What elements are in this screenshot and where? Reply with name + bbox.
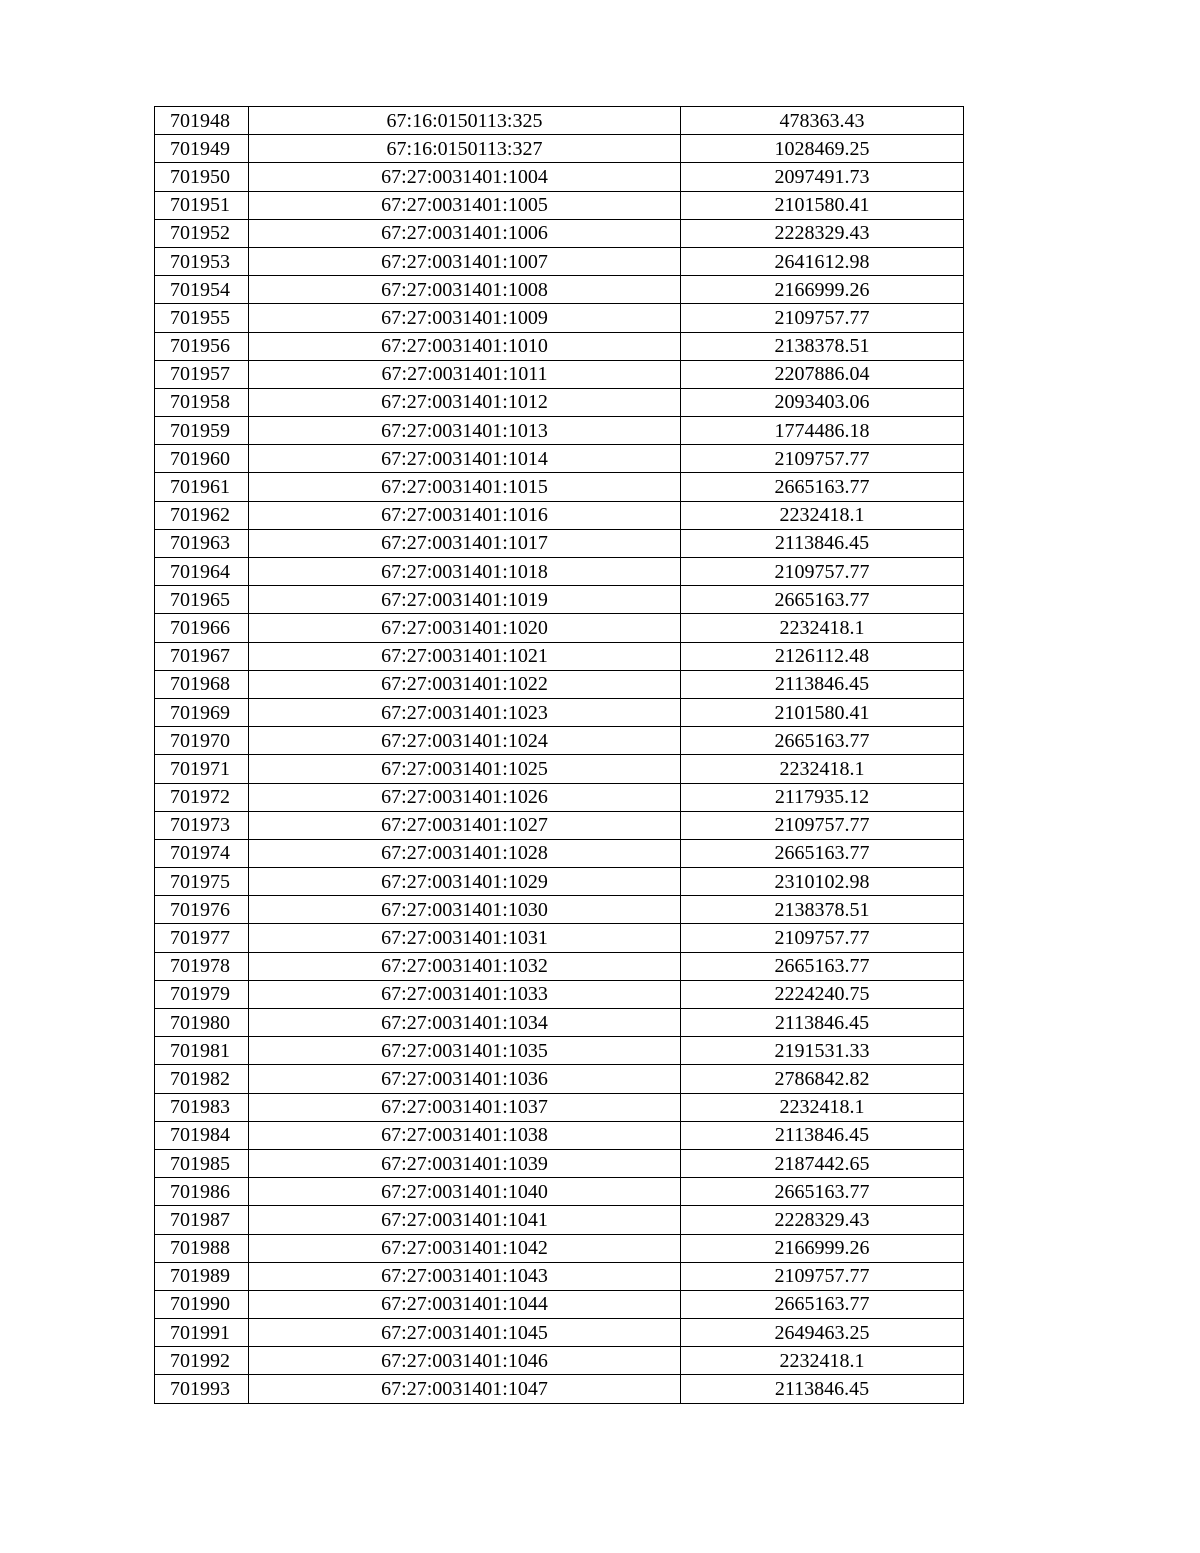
table-row [155,1290,964,1318]
value-cell: 2187442.65 [681,1149,964,1177]
value-cell: 2113846.45 [681,1009,964,1037]
cadastral-number-cell: 67:27:0031401:1005 [249,191,681,219]
value-cell: 2109757.77 [681,304,964,332]
table-row [155,501,964,529]
cadastral-number-cell: 67:27:0031401:1023 [249,698,681,726]
table-row [155,1375,964,1403]
cadastral-number-cell: 67:27:0031401:1042 [249,1234,681,1262]
cadastral-number-cell: 67:27:0031401:1004 [249,163,681,191]
row-number-cell: 701950 [155,163,249,191]
table-row [155,783,964,811]
row-number-cell: 701962 [155,501,249,529]
table-row [155,445,964,473]
value-cell: 2224240.75 [681,980,964,1008]
value-cell: 2641612.98 [681,247,964,275]
row-number-cell: 701980 [155,1009,249,1037]
value-cell: 2232418.1 [681,614,964,642]
cadastral-number-cell: 67:27:0031401:1046 [249,1347,681,1375]
row-number-cell: 701985 [155,1149,249,1177]
cadastral-number-cell: 67:27:0031401:1009 [249,304,681,332]
row-number-cell: 701956 [155,332,249,360]
cadastral-number-cell: 67:27:0031401:1043 [249,1262,681,1290]
cadastral-number-cell: 67:27:0031401:1024 [249,727,681,755]
value-cell: 2109757.77 [681,811,964,839]
cadastral-number-cell: 67:27:0031401:1010 [249,332,681,360]
row-number-cell: 701965 [155,586,249,614]
table-row [155,1065,964,1093]
cadastral-number-cell: 67:27:0031401:1022 [249,670,681,698]
cadastral-number-cell: 67:27:0031401:1028 [249,839,681,867]
value-cell: 2665163.77 [681,1290,964,1318]
row-number-cell: 701974 [155,839,249,867]
cadastral-number-cell: 67:16:0150113:327 [249,135,681,163]
cadastral-number-cell: 67:27:0031401:1037 [249,1093,681,1121]
table-row [155,1347,964,1375]
cadastral-number-cell: 67:27:0031401:1011 [249,360,681,388]
cadastral-number-cell: 67:27:0031401:1031 [249,924,681,952]
table-row [155,360,964,388]
value-cell: 2109757.77 [681,558,964,586]
value-cell: 2665163.77 [681,952,964,980]
row-number-cell: 701949 [155,135,249,163]
row-number-cell: 701993 [155,1375,249,1403]
cadastral-number-cell: 67:27:0031401:1017 [249,529,681,557]
cadastral-number-cell: 67:27:0031401:1012 [249,388,681,416]
row-number-cell: 701967 [155,642,249,670]
value-cell: 2649463.25 [681,1319,964,1347]
table-row [155,107,964,135]
row-number-cell: 701964 [155,558,249,586]
table-row [155,839,964,867]
row-number-cell: 701976 [155,896,249,924]
table-row [155,896,964,924]
row-number-cell: 701966 [155,614,249,642]
table-row [155,473,964,501]
table-row [155,558,964,586]
row-number-cell: 701960 [155,445,249,473]
cadastral-number-cell: 67:27:0031401:1038 [249,1121,681,1149]
row-number-cell: 701982 [155,1065,249,1093]
table-row [155,868,964,896]
table-row [155,163,964,191]
row-number-cell: 701979 [155,980,249,1008]
row-number-cell: 701954 [155,276,249,304]
value-cell: 2786842.82 [681,1065,964,1093]
cadastral-number-cell: 67:27:0031401:1036 [249,1065,681,1093]
table-row [155,586,964,614]
value-cell: 2093403.06 [681,388,964,416]
table-row [155,1037,964,1065]
value-cell: 2665163.77 [681,586,964,614]
value-cell: 2665163.77 [681,727,964,755]
cadastral-number-cell: 67:27:0031401:1016 [249,501,681,529]
cadastral-number-cell: 67:27:0031401:1034 [249,1009,681,1037]
table-row [155,191,964,219]
cadastral-number-cell: 67:27:0031401:1014 [249,445,681,473]
row-number-cell: 701983 [155,1093,249,1121]
table-row [155,417,964,445]
row-number-cell: 701981 [155,1037,249,1065]
value-cell: 2113846.45 [681,1375,964,1403]
value-cell: 2166999.26 [681,1234,964,1262]
value-cell: 2207886.04 [681,360,964,388]
cadastral-number-cell: 67:27:0031401:1019 [249,586,681,614]
value-cell: 2113846.45 [681,1121,964,1149]
cadastral-number-cell: 67:27:0031401:1041 [249,1206,681,1234]
cadastral-number-cell: 67:27:0031401:1015 [249,473,681,501]
row-number-cell: 701984 [155,1121,249,1149]
cadastral-number-cell: 67:27:0031401:1033 [249,980,681,1008]
value-cell: 2097491.73 [681,163,964,191]
row-number-cell: 701986 [155,1178,249,1206]
table-row [155,276,964,304]
row-number-cell: 701952 [155,219,249,247]
value-cell: 2109757.77 [681,924,964,952]
row-number-cell: 701987 [155,1206,249,1234]
row-number-cell: 701972 [155,783,249,811]
table-row [155,1009,964,1037]
value-cell: 478363.43 [681,107,964,135]
value-cell: 2232418.1 [681,501,964,529]
table-row [155,304,964,332]
row-number-cell: 701963 [155,529,249,557]
row-number-cell: 701968 [155,670,249,698]
table-row [155,247,964,275]
value-cell: 2228329.43 [681,219,964,247]
cadastral-number-cell: 67:27:0031401:1035 [249,1037,681,1065]
row-number-cell: 701955 [155,304,249,332]
table-row [155,529,964,557]
cadastral-number-cell: 67:27:0031401:1047 [249,1375,681,1403]
cadastral-number-cell: 67:27:0031401:1007 [249,247,681,275]
cadastral-number-cell: 67:27:0031401:1013 [249,417,681,445]
table-row [155,924,964,952]
row-number-cell: 701973 [155,811,249,839]
value-cell: 2232418.1 [681,1347,964,1375]
value-cell: 2191531.33 [681,1037,964,1065]
cadastral-number-cell: 67:16:0150113:325 [249,107,681,135]
row-number-cell: 701959 [155,417,249,445]
table-row [155,1121,964,1149]
row-number-cell: 701989 [155,1262,249,1290]
table-row [155,1234,964,1262]
value-cell: 2310102.98 [681,868,964,896]
value-cell: 2117935.12 [681,783,964,811]
row-number-cell: 701957 [155,360,249,388]
row-number-cell: 701951 [155,191,249,219]
value-cell: 2665163.77 [681,473,964,501]
value-cell: 2101580.41 [681,191,964,219]
value-cell: 2138378.51 [681,896,964,924]
value-cell: 2665163.77 [681,839,964,867]
row-number-cell: 701991 [155,1319,249,1347]
value-cell: 1028469.25 [681,135,964,163]
table-row [155,670,964,698]
value-cell: 2113846.45 [681,670,964,698]
cadastral-number-cell: 67:27:0031401:1008 [249,276,681,304]
row-number-cell: 701992 [155,1347,249,1375]
value-cell: 2138378.51 [681,332,964,360]
table-row [155,727,964,755]
cadastral-number-cell: 67:27:0031401:1018 [249,558,681,586]
table-row [155,811,964,839]
value-cell: 2665163.77 [681,1178,964,1206]
cadastral-number-cell: 67:27:0031401:1006 [249,219,681,247]
row-number-cell: 701975 [155,868,249,896]
row-number-cell: 701970 [155,727,249,755]
row-number-cell: 701971 [155,755,249,783]
cadastral-number-cell: 67:27:0031401:1032 [249,952,681,980]
table-row [155,135,964,163]
value-cell: 2232418.1 [681,755,964,783]
table-row [155,755,964,783]
cadastral-number-cell: 67:27:0031401:1027 [249,811,681,839]
row-number-cell: 701958 [155,388,249,416]
value-cell: 2126112.48 [681,642,964,670]
row-number-cell: 701988 [155,1234,249,1262]
row-number-cell: 701978 [155,952,249,980]
value-cell: 2109757.77 [681,1262,964,1290]
row-number-cell: 701977 [155,924,249,952]
cadastral-number-cell: 67:27:0031401:1030 [249,896,681,924]
cadastral-number-cell: 67:27:0031401:1025 [249,755,681,783]
cadastral-number-cell: 67:27:0031401:1045 [249,1319,681,1347]
cadastral-number-cell: 67:27:0031401:1029 [249,868,681,896]
cadastral-number-cell: 67:27:0031401:1020 [249,614,681,642]
row-number-cell: 701969 [155,698,249,726]
table-row [155,1149,964,1177]
table-body [155,107,964,1404]
value-cell: 2113846.45 [681,529,964,557]
value-cell: 1774486.18 [681,417,964,445]
table-row [155,332,964,360]
table-row [155,1178,964,1206]
table-row [155,614,964,642]
cadastral-value-table [154,106,964,1404]
cadastral-number-cell: 67:27:0031401:1021 [249,642,681,670]
value-cell: 2101580.41 [681,698,964,726]
row-number-cell: 701961 [155,473,249,501]
value-cell: 2228329.43 [681,1206,964,1234]
table-row [155,1319,964,1347]
table-row [155,698,964,726]
value-cell: 2166999.26 [681,276,964,304]
table-row [155,388,964,416]
table-row [155,219,964,247]
table-row [155,952,964,980]
table-row [155,1093,964,1121]
row-number-cell: 701990 [155,1290,249,1318]
cadastral-number-cell: 67:27:0031401:1039 [249,1149,681,1177]
value-cell: 2109757.77 [681,445,964,473]
row-number-cell: 701953 [155,247,249,275]
value-cell: 2232418.1 [681,1093,964,1121]
table-row [155,642,964,670]
cadastral-number-cell: 67:27:0031401:1040 [249,1178,681,1206]
row-number-cell: 701948 [155,107,249,135]
table-row [155,1262,964,1290]
table-row [155,980,964,1008]
table-row [155,1206,964,1234]
cadastral-number-cell: 67:27:0031401:1044 [249,1290,681,1318]
cadastral-number-cell: 67:27:0031401:1026 [249,783,681,811]
